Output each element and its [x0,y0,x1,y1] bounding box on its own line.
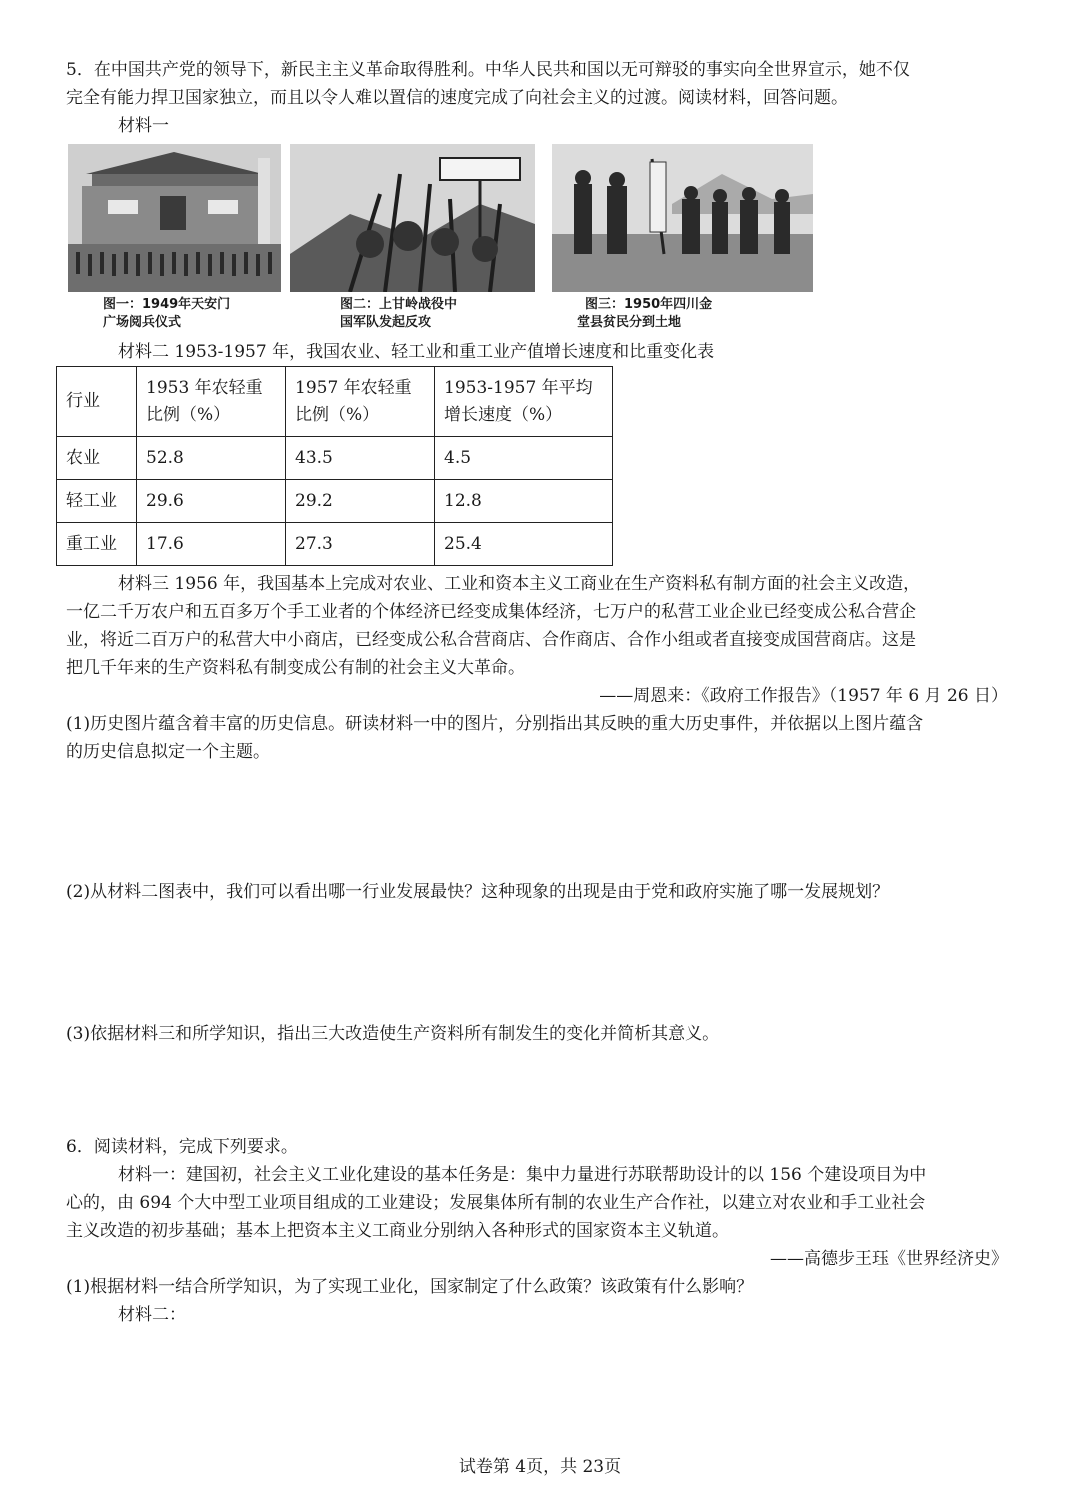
table-row [57,523,613,566]
q6-material2-label: 材料二： [118,1305,186,1325]
table-cell: 27.3 [286,523,435,566]
table-cell: 农业 [57,437,137,480]
q6-material1-line-3: 主义改造的初步基础；基本上把资本主义工商业分别纳入各种形式的国家资本主义轨道。 [66,1221,729,1241]
table-header-cell: 行业 [57,367,137,437]
table-row [57,437,613,480]
land-reform-illustration [552,144,813,292]
table-cell: 29.2 [286,480,435,523]
q5-question-1-line-1: (1)历史图片蕴含着丰富的历史信息。研读材料一中的图片，分别指出其反映的重大历史事件，并依据以上图片蕴含 [66,714,924,734]
photo-tiananmen-parade [68,144,281,292]
page-footer: 试卷第 4页，共 23页 [458,1457,622,1477]
photo-shangganling-battle [290,144,535,292]
material2-title: 材料二 1953-1957 年，我国农业、轻工业和重工业产值增长速度和比重变化表 [118,342,715,362]
table-cell: 52.8 [137,437,286,480]
table-header-cell: 1953-1957 年平均 增长速度（%） [435,367,613,437]
photo3-caption-line-2: 堂县贫民分到土地 [577,315,682,330]
q6-question-1: (1)根据材料一结合所学知识，为了实现工业化，国家制定了什么政策？该政策有什么影响？ [66,1277,754,1297]
q6-material1-source: ——高德步王珏《世界经济史》 [770,1249,1008,1269]
q5-intro-line-2: 完全有能力捍卫国家独立，而且以令人难以置信的速度完成了向社会主义的过渡。阅读材料，回答问题。 [66,88,848,108]
table-header-cell: 1953 年农轻重 比例（%） [137,367,286,437]
material3-line-1: 材料三 1956 年，我国基本上完成对农业、工业和资本主义工商业在生产资料私有制方面的社会主义改造， [118,574,921,594]
table-cell: 29.6 [137,480,286,523]
table-cell: 43.5 [286,437,435,480]
photo-land-reform [552,144,813,292]
table-cell: 25.4 [435,523,613,566]
photo2-caption-line-2: 国军队发起反攻 [340,315,432,330]
material1-label: 材料一 [118,116,169,136]
table-header-row [57,367,613,437]
table-cell: 4.5 [435,437,613,480]
industry-output-table [56,366,613,566]
material3-line-3: 业，将近二百万户的私营大中小商店，已经变成公私合营商店、合作商店、合作小组或者直接变成国营商店。这是 [66,630,916,650]
table-cell: 17.6 [137,523,286,566]
photo1-caption-line-1: 图一：1949年天安门 [103,297,231,312]
q5-question-3: (3)依据材料三和所学知识，指出三大改造使生产资料所有制发生的变化并简析其意义。 [66,1024,720,1044]
q5-question-1-line-2: 的历史信息拟定一个主题。 [66,742,270,762]
material3-source: ——周恩来：《政府工作报告》（1957 年 6 月 26 日） [599,686,1008,706]
q5-intro-line-1: 5．在中国共产党的领导下，新民主主义革命取得胜利。中华人民共和国以无可辩驳的事实向全世界宣示，她不仅 [66,60,910,80]
table-cell: 轻工业 [57,480,137,523]
material3-line-4: 把几千年来的生产资料私有制变成公有制的社会主义大革命。 [66,658,525,678]
q6-intro: 6．阅读材料，完成下列要求。 [66,1137,298,1157]
photo3-caption-line-1: 图三：1950年四川金 [585,297,713,312]
q5-question-2: (2)从材料二图表中，我们可以看出哪一行业发展最快？这种现象的出现是由于党和政府实施了哪一发展规划？ [66,882,890,902]
photo1-caption-line-2: 广场阅兵仪式 [103,315,182,330]
q6-material1-line-1: 材料一：建国初，社会主义工业化建设的基本任务是：集中力量进行苏联帮助设计的以 156 个建设项目为中 [118,1165,927,1185]
material3-line-2: 一亿二千万农户和五百多万个手工业者的个体经济已经变成集体经济，七万户的私营工业企业已经变成公私合营企 [66,602,916,622]
table-header-cell: 1957 年农轻重 比例（%） [286,367,435,437]
q6-material1-line-2: 心的，由 694 个大中型工业项目组成的工业建设；发展集体所有制的农业生产合作社，以建立对农业和手工业社会 [66,1193,926,1213]
table-cell: 重工业 [57,523,137,566]
photo2-caption-line-1: 图二：上甘岭战役中 [340,297,458,312]
tiananmen-illustration [68,144,281,292]
battle-illustration [290,144,535,292]
table-cell: 12.8 [435,480,613,523]
table-row [57,480,613,523]
